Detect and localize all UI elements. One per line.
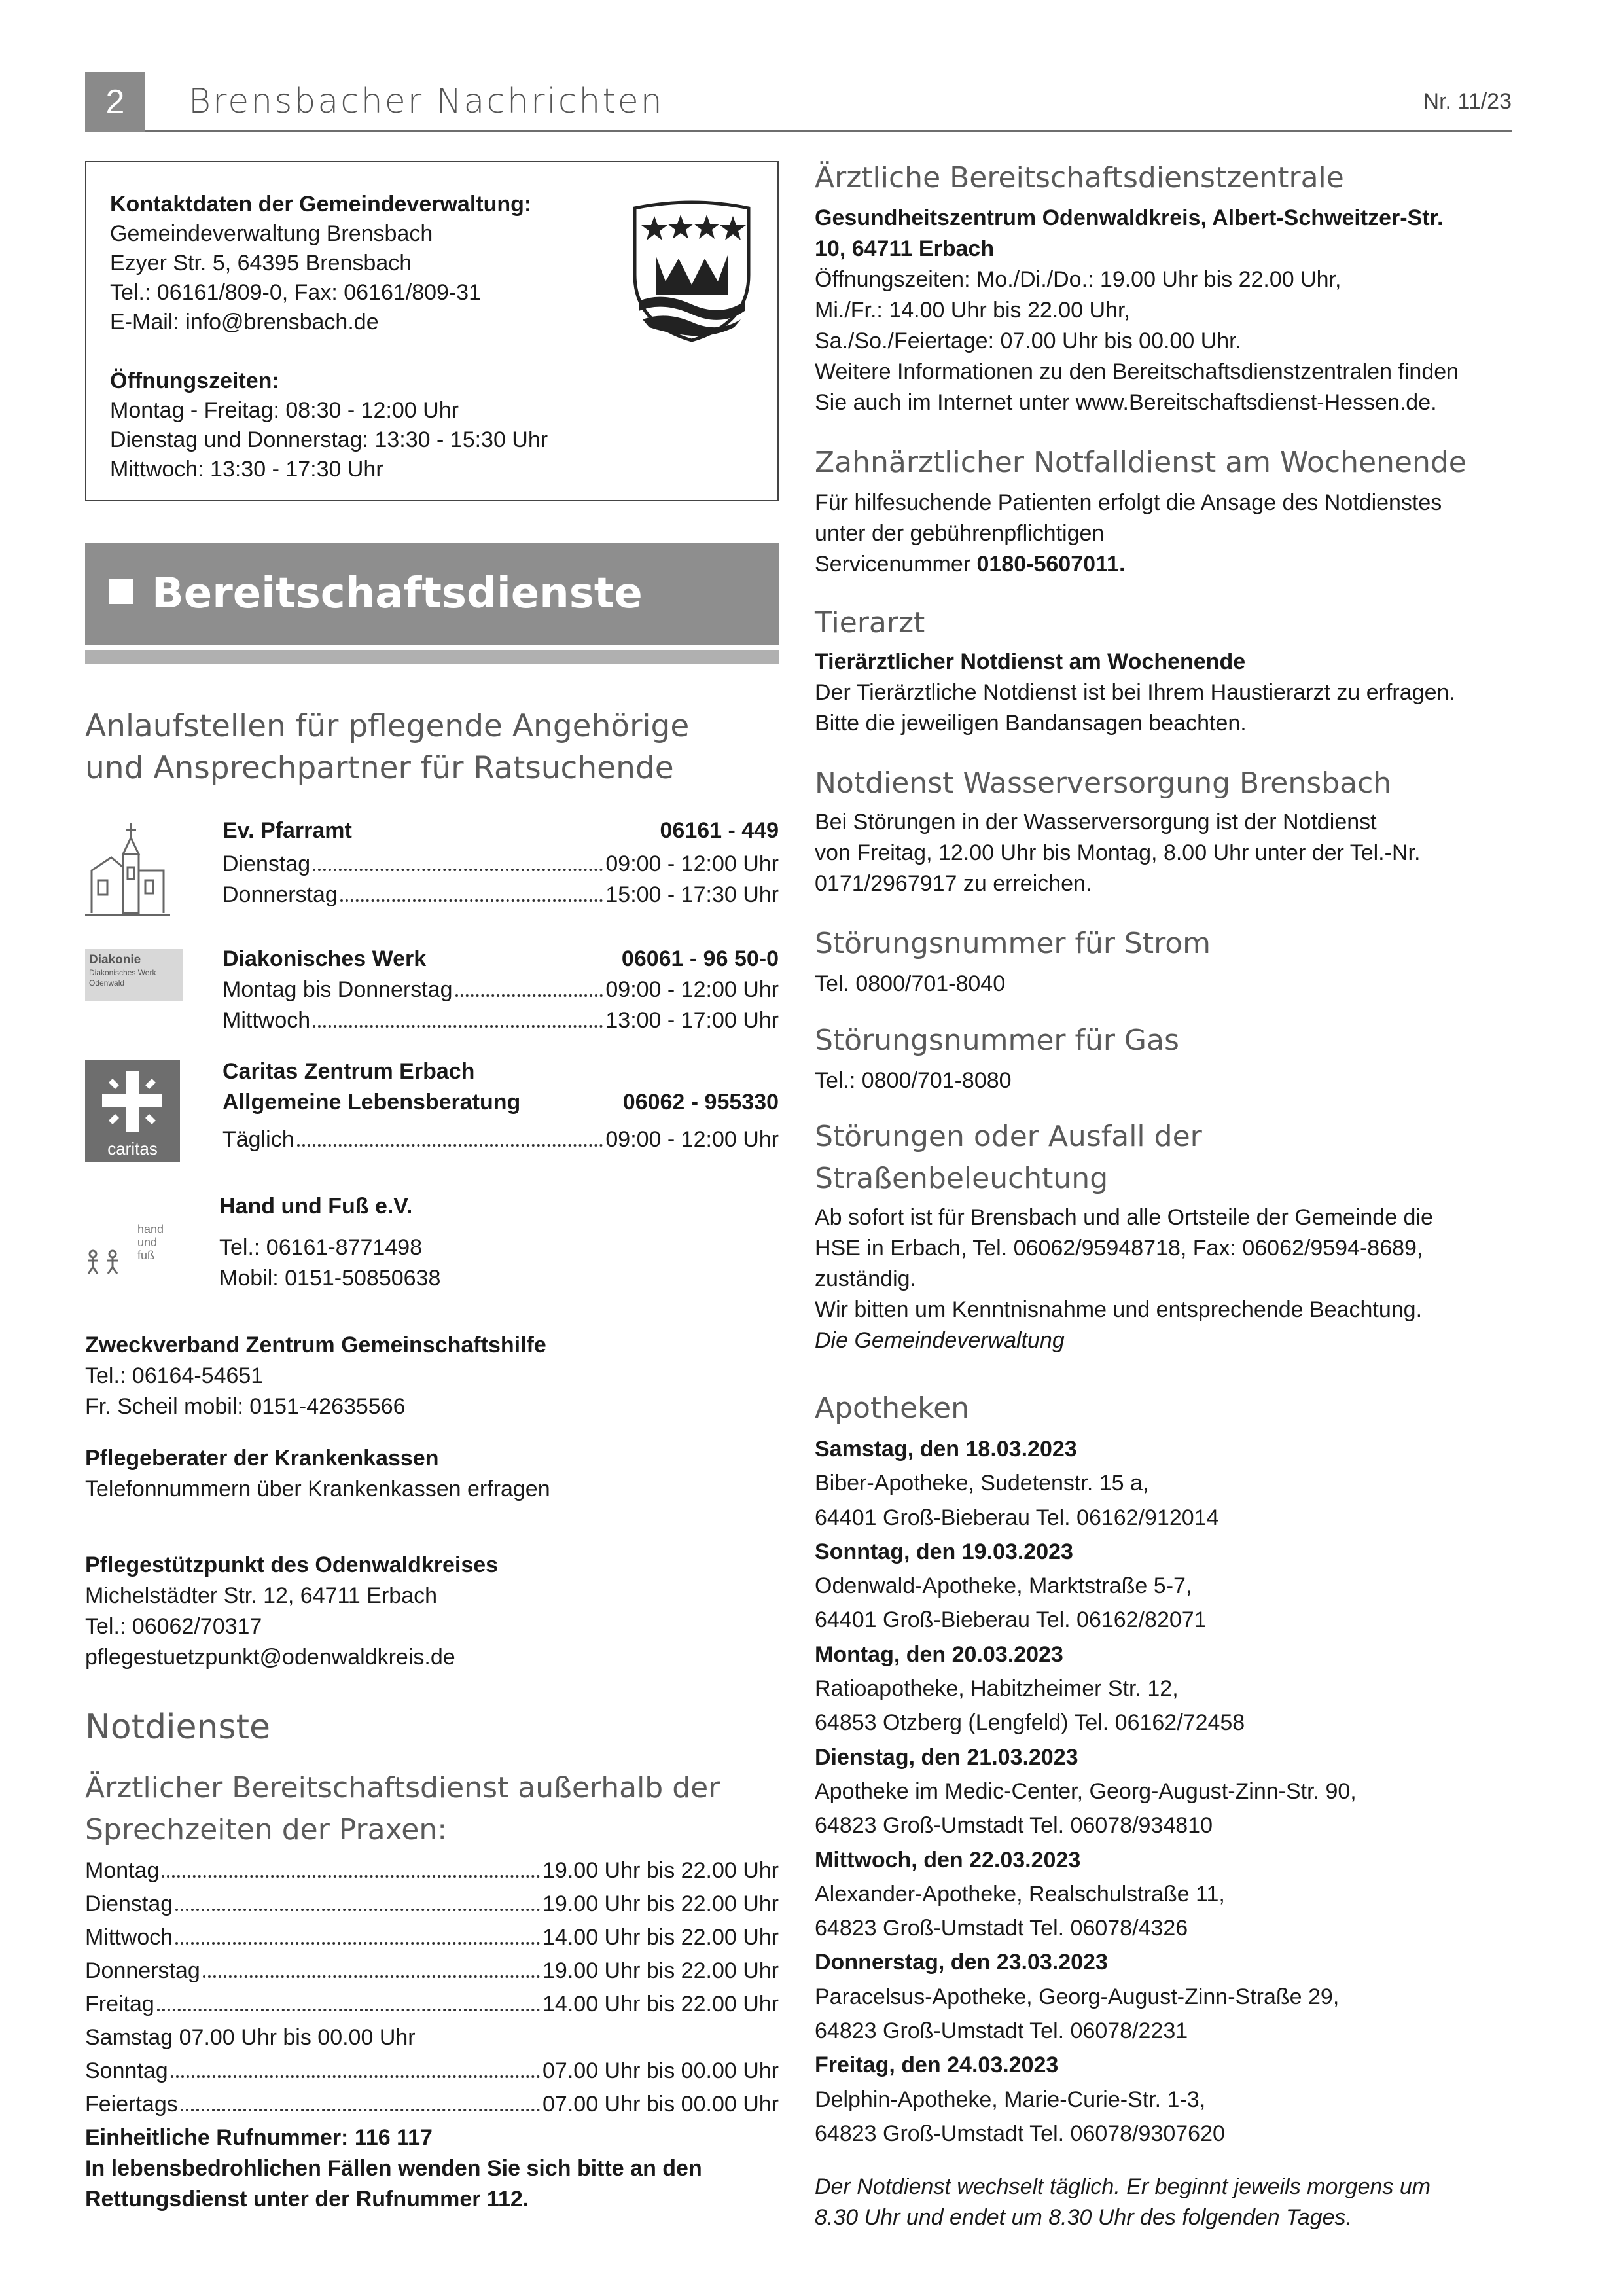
zahn-service-number: 0180-5607011. (976, 552, 1126, 577)
wasser-line: von Freitag, 12.00 Uhr bis Montag, 8.00 Uhr unter der Tel.-Nr. (815, 840, 1421, 865)
pflegestuetzpunkt-address: Michelstädter Str. 12, 64711 Erbach (85, 1583, 438, 1608)
zentrale-line: Weitere Informationen zu den Bereitschaftsdienstzentralen finden (815, 359, 1459, 384)
section-title: Bereitschaftsdienste (152, 569, 643, 618)
page-number: 2 (85, 72, 145, 132)
hand-und-fuss-logo-text: fuß (137, 1249, 155, 1262)
contact-line: Ezyer Str. 5, 64395 Brensbach (110, 251, 412, 276)
apotheke-address: 64401 Groß-Bieberau Tel. 06162/82071 (815, 1607, 1207, 1633)
apotheke-date: Montag, den 20.03.2023 (815, 1641, 1063, 1667)
apotheke-date: Freitag, den 24.03.2023 (815, 2053, 1059, 2078)
caritas-cross-icon (93, 1066, 171, 1138)
apotheke-date: Dienstag, den 21.03.2023 (815, 1744, 1078, 1770)
apotheken-list (815, 1432, 1512, 2151)
zahn-line: unter der gebührenpflichtigen (815, 521, 1105, 546)
schedule-time: 14.00 Uhr bis 22.00 Uhr (542, 1992, 779, 2017)
caritas-name: Caritas Zentrum Erbach (222, 1059, 475, 1084)
schedule-time: 07.00 Uhr bis 00.00 Uhr (542, 2092, 779, 2117)
schedule-time: 15:00 - 17:30 Uhr (605, 882, 779, 907)
apotheke-date: Mittwoch, den 22.03.2023 (815, 1847, 1081, 1873)
entry-zweckverband (85, 1330, 779, 1422)
coat-of-arms-icon (630, 196, 754, 344)
schedule-time: 19.00 Uhr bis 22.00 Uhr (542, 1892, 779, 1916)
anlauf-heading-line: und Ansprechpartner für Ratsuchende (85, 750, 674, 786)
zentrale-address: 10, 64711 Erbach (815, 236, 995, 261)
issue-number: Nr. 11/23 (1423, 89, 1512, 114)
schedule-time: 19.00 Uhr bis 22.00 Uhr (542, 1858, 779, 1883)
right-column (815, 157, 1512, 2251)
schedule-day: Montag bis Donnerstag (222, 977, 453, 1002)
schedule-row (85, 1888, 779, 1921)
strasse-line: Wir bitten um Kenntnisnahme und entsprechende Beachtung. (815, 1297, 1423, 1322)
apotheke-address: 64823 Groß-Umstadt Tel. 06078/934810 (815, 1813, 1213, 1839)
emergency-text: In lebensbedrohlichen Fällen wenden Sie sich bitte an den (85, 2156, 702, 2181)
pfarramt-phone: 06161 - 449 (660, 818, 779, 843)
caritas-phone: 06062 - 955330 (622, 1090, 779, 1115)
hand-und-fuss-name: Hand und Fuß e.V. (219, 1194, 413, 1219)
schedule-day: Mittwoch (222, 1008, 311, 1033)
tierarzt-block (815, 602, 1512, 739)
strasse-line: Ab sofort ist für Brensbach und alle Ortsteile der Gemeinde die (815, 1205, 1433, 1230)
pfarramt-name-row (222, 816, 779, 846)
contact-email: E-Mail: info@brensbach.de (110, 310, 379, 334)
wasser-line: 0171/2967917 zu erreichen. (815, 871, 1092, 896)
schedule-day: Montag (85, 1858, 160, 1883)
apotheke-date: Sonntag, den 19.03.2023 (815, 1539, 1073, 1564)
hand-und-fuss-logo-text: hand (137, 1223, 164, 1236)
zweckverband-name: Zweckverband Zentrum Gemeinschaftshilfe (85, 1333, 546, 1357)
rufnummer-text: Einheitliche Rufnummer: 116 117 (85, 2125, 433, 2150)
schedule-row (85, 1921, 779, 1954)
gas-heading: Störungsnummer für Gas (815, 1024, 1179, 1057)
tierarzt-heading: Tierarzt (815, 606, 925, 639)
schedule-day: Donnerstag (85, 1958, 200, 1983)
notdienste-subheading-line: Sprechzeiten der Praxen: (85, 1813, 448, 1846)
zahn-block (815, 442, 1512, 580)
pflegestuetzpunkt-name: Pflegestützpunkt des Odenwaldkreises (85, 1552, 499, 1577)
zahn-heading: Zahnärztlicher Notfalldienst am Wochenende (815, 446, 1467, 479)
apotheke-address: 64823 Groß-Umstadt Tel. 06078/2231 (815, 2018, 1188, 2044)
hours-line: Mittwoch: 13:30 - 17:30 Uhr (110, 457, 383, 482)
schedule-time: 09:00 - 12:00 Uhr (605, 977, 779, 1002)
zahn-service-label: Servicenummer (815, 552, 977, 577)
square-bullet-icon (109, 579, 133, 604)
hours-line: Dienstag und Donnerstag: 13:30 - 15:30 Uhr (110, 427, 548, 452)
zweckverband-tel: Tel.: 06164-54651 (85, 1363, 264, 1388)
schedule-day: Freitag (85, 1992, 154, 2017)
entry-pfarramt (85, 818, 779, 923)
schedule-time: 19.00 Uhr bis 22.00 Uhr (542, 1958, 779, 1983)
notdienste-footer (85, 2123, 779, 2215)
hours-title: Öffnungszeiten: (110, 368, 279, 393)
notdienste-subheading-line: Ärztlicher Bereitschaftsdienst außerhalb der (85, 1771, 720, 1804)
schedule-row (85, 1988, 779, 2021)
gas-block (815, 1020, 1512, 1096)
caritas-logo-text: caritas (107, 1139, 158, 1158)
zentrale-address: Gesundheitszentrum Odenwaldkreis, Albert-Schweitzer-Str. (815, 206, 1444, 230)
diakonie-logo (85, 949, 183, 1001)
apotheke-name: Odenwald-Apotheke, Marktstraße 5-7, (815, 1573, 1192, 1599)
schedule-row (222, 1005, 779, 1036)
entry-pflegeberater (85, 1443, 779, 1505)
apotheke-address: 64401 Groß-Bieberau Tel. 06162/912014 (815, 1505, 1219, 1530)
apotheke-address: 64853 Otzberg (Lengfeld) Tel. 06162/72458 (815, 1710, 1245, 1736)
diakonie-logo-title: Diakonie (89, 953, 141, 967)
zentrale-line: Sa./So./Feiertage: 07.00 Uhr bis 00.00 Uhr. (815, 329, 1242, 353)
publication-title: Brensbacher Nachrichten (188, 82, 664, 121)
apotheken-note (815, 2172, 1512, 2233)
pfarramt-name: Ev. Pfarramt (222, 818, 352, 843)
zentrale-block (815, 157, 1512, 418)
diakonie-name: Diakonisches Werk (222, 946, 427, 971)
apotheke-address: 64823 Groß-Umstadt Tel. 06078/9307620 (815, 2121, 1225, 2146)
notdienste-schedule (85, 1854, 779, 2121)
apotheke-date: Donnerstag, den 23.03.2023 (815, 1950, 1108, 1975)
people-icon (85, 1249, 124, 1275)
church-icon (85, 818, 170, 923)
hand-und-fuss-logo (85, 1223, 196, 1282)
schedule-time: 14.00 Uhr bis 22.00 Uhr (542, 1925, 779, 1950)
tierarzt-line: Der Tierärztliche Notdienst ist bei Ihrem Haustierarzt zu erfragen. (815, 680, 1455, 705)
schedule-day: Täglich (222, 1127, 294, 1152)
anlauf-heading-line: Anlaufstellen für pflegende Angehörige (85, 708, 690, 744)
apotheke-name: Ratioapotheke, Habitzheimer Str. 12, (815, 1676, 1179, 1702)
left-column (85, 157, 779, 2251)
page-header (85, 72, 1512, 132)
wasser-block (815, 762, 1512, 899)
schedule-time: 07.00 Uhr bis 00.00 Uhr (542, 2058, 779, 2083)
emergency-text: Rettungsdienst unter der Rufnummer 112. (85, 2187, 529, 2212)
strom-block (815, 923, 1512, 999)
caritas-subname: Allgemeine Lebensberatung (222, 1090, 521, 1115)
notdienste-subheading (85, 1767, 779, 1851)
zentrale-line: Öffnungszeiten: Mo./Di./Do.: 19.00 Uhr bis 22.00 Uhr, (815, 267, 1342, 292)
apotheke-name: Paracelsus-Apotheke, Georg-August-Zinn-Straße 29, (815, 1984, 1340, 2009)
section-underline (85, 650, 779, 664)
contact-box (85, 161, 779, 501)
schedule-row (85, 2088, 779, 2121)
gas-tel: Tel.: 0800/701-8080 (815, 1068, 1012, 1093)
schedule-day: Dienstag (222, 852, 311, 876)
strasse-heading: Störungen oder Ausfall der (815, 1120, 1202, 1153)
diakonie-logo-sub: Odenwald (89, 978, 125, 988)
schedule-day: Donnerstag (222, 882, 338, 907)
wasser-line: Bei Störungen in der Wasserversorgung ist der Notdienst (815, 810, 1377, 834)
entry-pflegestuetzpunkt (85, 1550, 779, 1673)
anlauf-heading (85, 706, 689, 789)
apotheken-heading: Apotheken (815, 1391, 970, 1425)
contact-line: Tel.: 06161/809-0, Fax: 06161/809-31 (110, 280, 482, 305)
diakonie-logo-sub: Diakonisches Werk (89, 968, 156, 977)
entry-caritas (85, 1060, 779, 1165)
apotheke-address: 64823 Groß-Umstadt Tel. 06078/4326 (815, 1916, 1188, 1941)
entry-diakonie (85, 946, 779, 1034)
schedule-day: Sonntag (85, 2058, 168, 2083)
caritas-name-row (222, 1087, 779, 1118)
apotheken-note-line: Der Notdienst wechselt täglich. Er beginnt jeweils morgens um (815, 2174, 1431, 2199)
strasse-heading: Straßenbeleuchtung (815, 1162, 1109, 1195)
tierarzt-subtitle: Tierärztlicher Notdienst am Wochenende (815, 649, 1246, 674)
zahn-line: Für hilfesuchende Patienten erfolgt die Ansage des Notdienstes (815, 490, 1442, 515)
schedule-row (85, 1854, 779, 1888)
apotheke-name: Apotheke im Medic-Center, Georg-August-Zinn-Str. 90, (815, 1778, 1357, 1804)
apotheke-name: Biber-Apotheke, Sudetenstr. 15 a, (815, 1471, 1149, 1496)
apotheken-note-line: 8.30 Uhr und endet um 8.30 Uhr des folgenden Tages. (815, 2205, 1352, 2230)
strasse-line: zuständig. (815, 1266, 916, 1291)
zentrale-line: Sie auch im Internet unter www.Bereitschaftsdienst-Hessen.de. (815, 390, 1437, 415)
apotheke-name: Alexander-Apotheke, Realschulstraße 11, (815, 1881, 1225, 1907)
apotheke-date: Samstag, den 18.03.2023 (815, 1437, 1077, 1462)
pflegeberater-name: Pflegeberater der Krankenkassen (85, 1446, 439, 1471)
strasse-signature: Die Gemeindeverwaltung (815, 1328, 1065, 1353)
schedule-day: Feiertags (85, 2092, 178, 2117)
entry-hand-und-fuss (85, 1191, 779, 1296)
apotheken-block (815, 1388, 1512, 2151)
schedule-row (85, 2054, 779, 2088)
section-title-bar (85, 543, 779, 645)
schedule-time: 09:00 - 12:00 Uhr (605, 852, 779, 876)
caritas-logo (85, 1060, 180, 1162)
schedule-row (222, 1124, 779, 1155)
schedule-row (85, 1954, 779, 1988)
strom-tel: Tel. 0800/701-8040 (815, 971, 1006, 996)
wasser-heading: Notdienst Wasserversorgung Brensbach (815, 766, 1392, 800)
apotheke-name: Delphin-Apotheke, Marie-Curie-Str. 1-3, (815, 2087, 1206, 2112)
hand-und-fuss-tel: Tel.: 06161-8771498 (219, 1235, 423, 1260)
pflegestuetzpunkt-email: pflegestuetzpunkt@odenwaldkreis.de (85, 1645, 455, 1670)
notdienste-heading: Notdienste (85, 1708, 270, 1747)
schedule-time: 13:00 - 17:00 Uhr (605, 1008, 779, 1033)
hand-und-fuss-logo-text: und (137, 1236, 158, 1249)
contact-line: Gemeindeverwaltung Brensbach (110, 221, 433, 246)
contact-title: Kontaktdaten der Gemeindeverwaltung: (110, 192, 532, 217)
tierarzt-line: Bitte die jeweiligen Bandansagen beachten. (815, 711, 1247, 736)
zentrale-heading: Ärztliche Bereitschaftsdienstzentrale (815, 161, 1344, 194)
schedule-day: Dienstag (85, 1892, 173, 1916)
strom-heading: Störungsnummer für Strom (815, 927, 1211, 960)
diakonie-name-row (222, 944, 779, 975)
zahn-service-line (815, 549, 1512, 580)
pflegestuetzpunkt-tel: Tel.: 06062/70317 (85, 1614, 262, 1639)
zentrale-line: Mi./Fr.: 14.00 Uhr bis 22.00 Uhr, (815, 298, 1130, 323)
schedule-row (222, 975, 779, 1005)
hand-und-fuss-mobil: Mobil: 0151-50850638 (219, 1266, 441, 1291)
schedule-samstag: Samstag 07.00 Uhr bis 00.00 Uhr (85, 2025, 416, 2050)
schedule-row (222, 880, 779, 910)
hours-line: Montag - Freitag: 08:30 - 12:00 Uhr (110, 398, 459, 423)
pflegeberater-text: Telefonnummern über Krankenkassen erfragen (85, 1477, 550, 1501)
schedule-day: Mittwoch (85, 1925, 173, 1950)
zweckverband-mobil: Fr. Scheil mobil: 0151-42635566 (85, 1394, 406, 1419)
diakonie-phone: 06061 - 96 50-0 (621, 946, 779, 971)
strasse-block (815, 1116, 1512, 1356)
schedule-time: 09:00 - 12:00 Uhr (605, 1127, 779, 1152)
schedule-row (222, 849, 779, 880)
strasse-line: HSE in Erbach, Tel. 06062/95948718, Fax: 06062/9594-8689, (815, 1236, 1423, 1261)
